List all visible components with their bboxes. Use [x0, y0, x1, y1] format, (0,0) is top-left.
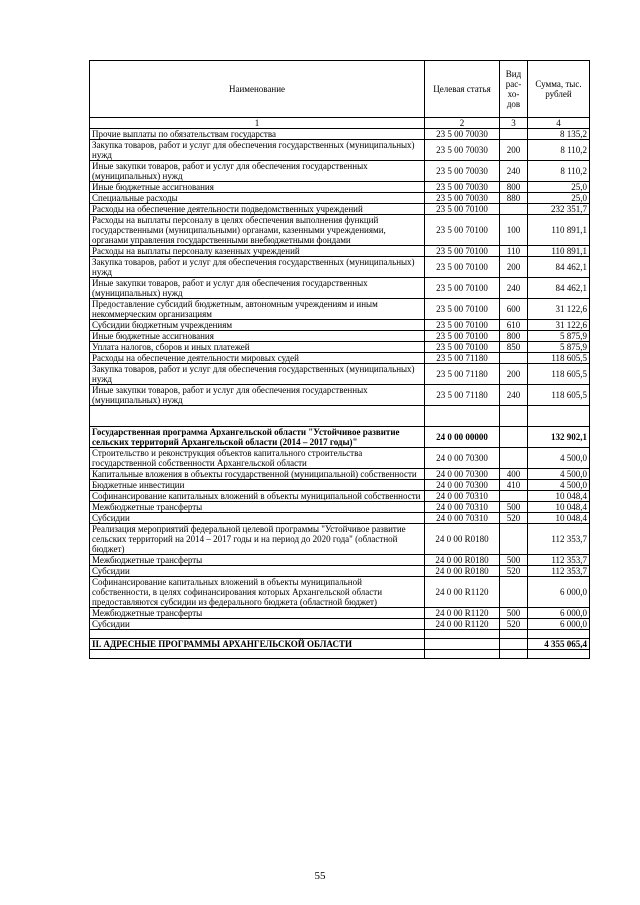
row-code: 23 5 00 70030 [425, 129, 500, 140]
row-code: 24 0 00 70300 [425, 448, 500, 469]
header-name: Наименование [90, 61, 425, 118]
row-code: 23 5 00 71180 [425, 385, 500, 406]
table-row [90, 608, 590, 619]
row-name: Расходы на выплаты персоналу казенных учреждений [90, 246, 425, 257]
col-number-2: 2 [425, 118, 500, 129]
row-sum: 84 462,1 [528, 257, 590, 278]
row-name: Предоставление субсидий бюджетным, автономным учреждениям и иным некоммерческим организациям [90, 299, 425, 320]
spacer-cell [500, 406, 528, 427]
row-name: Субсидии [90, 566, 425, 577]
row-code: 23 5 00 70030 [425, 182, 500, 193]
row-sum: 4 500,0 [528, 480, 590, 491]
row-sum: 118 605,5 [528, 385, 590, 406]
row-name: Закупка товаров, работ и услуг для обеспечения государственных (муниципальных) нужд [90, 364, 425, 385]
row-name: Расходы на обеспечение деятельности мировых судей [90, 353, 425, 364]
table-row [90, 566, 590, 577]
table-row [90, 257, 590, 278]
table-row [90, 129, 590, 140]
row-code: 23 5 00 70030 [425, 161, 500, 182]
spacer-cell [500, 630, 528, 639]
row-sum: 8 135,2 [528, 129, 590, 140]
table-row [90, 448, 590, 469]
table-row [90, 182, 590, 193]
row-vid: 110 [500, 246, 528, 257]
row-code: 24 0 00 70300 [425, 469, 500, 480]
table-row [90, 161, 590, 182]
row-sum: 31 122,6 [528, 299, 590, 320]
header-vid: Вид рас-хо-дов [500, 61, 528, 118]
row-vid: 850 [500, 342, 528, 353]
row-name: Иные закупки товаров, работ и услуг для обеспечения государственных (муниципальных) нужд [90, 161, 425, 182]
row-name: Строительство и реконструкция объектов капитального строительства государственной собственности Архангельской области [90, 448, 425, 469]
row-name: Иные закупки товаров, работ и услуг для обеспечения государственных (муниципальных) нужд [90, 278, 425, 299]
row-code: 23 5 00 70030 [425, 193, 500, 204]
row-vid: 500 [500, 502, 528, 513]
row-vid: 200 [500, 364, 528, 385]
row-name: II. АДРЕСНЫЕ ПРОГРАММЫ АРХАНГЕЛЬСКОЙ ОБЛАСТИ [90, 639, 425, 650]
row-vid: 100 [500, 215, 528, 246]
row-code: 23 5 00 70100 [425, 204, 500, 215]
col-number-3: 3 [500, 118, 528, 129]
row-vid [500, 204, 528, 215]
row-vid: 880 [500, 193, 528, 204]
row-code: 23 5 00 70030 [425, 140, 500, 161]
row-code: 23 5 00 70100 [425, 278, 500, 299]
row-code [425, 639, 500, 650]
row-vid: 610 [500, 320, 528, 331]
row-name: Уплата налогов, сборов и иных платежей [90, 342, 425, 353]
row-vid [500, 524, 528, 555]
row-name: Софинансирование капитальных вложений в объекты муниципальной собственности [90, 491, 425, 502]
row-name: Расходы на обеспечение деятельности подведомственных учреждений [90, 204, 425, 215]
column-number-row [90, 118, 590, 129]
row-vid: 500 [500, 555, 528, 566]
table-row [90, 299, 590, 320]
row-vid: 520 [500, 619, 528, 630]
row-sum: 8 110,2 [528, 140, 590, 161]
row-code: 23 5 00 71180 [425, 353, 500, 364]
row-vid: 240 [500, 385, 528, 406]
row-name: Иные бюджетные ассигнования [90, 182, 425, 193]
table-row [90, 524, 590, 555]
spacer-cell [90, 630, 425, 639]
row-name: Субсидии [90, 513, 425, 524]
row-code: 23 5 00 70100 [425, 342, 500, 353]
table-row [90, 278, 590, 299]
row-vid [500, 448, 528, 469]
row-code: 24 0 00 R0180 [425, 566, 500, 577]
table-row [90, 364, 590, 385]
spacer-cell [90, 650, 425, 659]
table-row [90, 215, 590, 246]
row-sum: 6 000,0 [528, 608, 590, 619]
table-row [90, 555, 590, 566]
row-name: Капитальные вложения в объекты государственной (муниципальной) собственности [90, 469, 425, 480]
row-sum: 8 110,2 [528, 161, 590, 182]
row-name: Закупка товаров, работ и услуг для обеспечения государственных (муниципальных) нужд [90, 257, 425, 278]
row-sum: 4 355 065,4 [528, 639, 590, 650]
row-sum: 25,0 [528, 182, 590, 193]
row-vid [500, 491, 528, 502]
row-name: Бюджетные инвестиции [90, 480, 425, 491]
row-sum: 118 605,5 [528, 364, 590, 385]
row-code: 24 0 00 70310 [425, 502, 500, 513]
row-vid: 240 [500, 278, 528, 299]
row-code: 24 0 00 70310 [425, 491, 500, 502]
table-header-row [90, 61, 590, 118]
row-name: Государственная программа Архангельской области "Устойчивое развитие сельских территорий Архангельской области (2014 – 2017 годы)" [90, 427, 425, 448]
row-sum: 132 902,1 [528, 427, 590, 448]
row-vid: 600 [500, 299, 528, 320]
spacer-cell [425, 650, 500, 659]
table-row [90, 480, 590, 491]
spacer-row [90, 630, 590, 639]
table-row [90, 639, 590, 650]
row-name: Межбюджетные трансферты [90, 555, 425, 566]
row-sum: 84 462,1 [528, 278, 590, 299]
row-sum: 5 875,9 [528, 331, 590, 342]
row-code: 24 0 00 R1120 [425, 619, 500, 630]
row-name: Межбюджетные трансферты [90, 502, 425, 513]
row-sum: 110 891,1 [528, 246, 590, 257]
row-name: Специальные расходы [90, 193, 425, 204]
row-name: Межбюджетные трансферты [90, 608, 425, 619]
header-code: Целевая статья [425, 61, 500, 118]
table-row [90, 331, 590, 342]
table-row [90, 427, 590, 448]
row-sum: 25,0 [528, 193, 590, 204]
row-sum: 112 353,7 [528, 566, 590, 577]
row-sum: 31 122,6 [528, 320, 590, 331]
row-name: Софинансирование капитальных вложений в объекты муниципальной собственности, в целях софинансирования которых Архангельской области предоставляются субсидии из федерального бюджета (областной бюджет) [90, 577, 425, 608]
table-row [90, 353, 590, 364]
table-row [90, 320, 590, 331]
row-vid: 240 [500, 161, 528, 182]
row-sum: 112 353,7 [528, 524, 590, 555]
row-name: Расходы на выплаты персоналу в целях обеспечения выполнения функций государственными (муниципальными) органами, казенными учреждениями, органами управления государственными внебюджетными фондами [90, 215, 425, 246]
row-vid: 200 [500, 140, 528, 161]
table-row [90, 469, 590, 480]
table-row [90, 342, 590, 353]
row-code: 23 5 00 71180 [425, 364, 500, 385]
row-vid: 800 [500, 331, 528, 342]
row-code: 24 0 00 R1120 [425, 608, 500, 619]
row-name: Субсидии бюджетным учреждениям [90, 320, 425, 331]
row-vid: 500 [500, 608, 528, 619]
col-number-4: 4 [528, 118, 590, 129]
table-row [90, 577, 590, 608]
col-number-1: 1 [90, 118, 425, 129]
table-row [90, 204, 590, 215]
row-code: 23 5 00 70100 [425, 215, 500, 246]
spacer-row [90, 650, 590, 659]
row-name: Субсидии [90, 619, 425, 630]
row-sum: 4 500,0 [528, 469, 590, 480]
page-number: 55 [314, 870, 326, 882]
table-row [90, 140, 590, 161]
row-sum: 5 875,9 [528, 342, 590, 353]
row-sum: 110 891,1 [528, 215, 590, 246]
row-vid: 520 [500, 513, 528, 524]
row-code: 23 5 00 70100 [425, 331, 500, 342]
row-code: 23 5 00 70100 [425, 299, 500, 320]
spacer-cell [528, 630, 590, 639]
row-name: Иные бюджетные ассигнования [90, 331, 425, 342]
row-sum: 118 605,5 [528, 353, 590, 364]
row-sum: 232 351,7 [528, 204, 590, 215]
row-vid [500, 577, 528, 608]
spacer-cell [90, 406, 425, 427]
row-name: Иные закупки товаров, работ и услуг для обеспечения государственных (муниципальных) нужд [90, 385, 425, 406]
spacer-cell [528, 650, 590, 659]
budget-table [89, 60, 590, 659]
row-code: 24 0 00 R1120 [425, 577, 500, 608]
table-row [90, 502, 590, 513]
row-name: Прочие выплаты по обязательствам государства [90, 129, 425, 140]
row-vid: 400 [500, 469, 528, 480]
row-vid: 800 [500, 182, 528, 193]
row-code: 24 0 00 R0180 [425, 524, 500, 555]
table-row [90, 619, 590, 630]
row-vid [500, 427, 528, 448]
table-row [90, 491, 590, 502]
row-vid [500, 129, 528, 140]
row-vid: 520 [500, 566, 528, 577]
row-sum: 4 500,0 [528, 448, 590, 469]
row-vid: 200 [500, 257, 528, 278]
row-vid [500, 639, 528, 650]
header-sum: Сумма, тыс. рублей [528, 61, 590, 118]
table-row [90, 513, 590, 524]
row-sum: 10 048,4 [528, 502, 590, 513]
row-code: 24 0 00 70300 [425, 480, 500, 491]
spacer-row [90, 406, 590, 427]
row-code: 24 0 00 70310 [425, 513, 500, 524]
row-vid: 410 [500, 480, 528, 491]
table-row [90, 385, 590, 406]
row-sum: 10 048,4 [528, 491, 590, 502]
spacer-cell [425, 630, 500, 639]
row-code: 23 5 00 70100 [425, 320, 500, 331]
row-code: 23 5 00 70100 [425, 257, 500, 278]
spacer-cell [528, 406, 590, 427]
row-code: 23 5 00 70100 [425, 246, 500, 257]
row-name: Реализация мероприятий федеральной целевой программы "Устойчивое развитие сельских территорий на 2014 – 2017 годы и на период до 2020 года" (областной бюджет) [90, 524, 425, 555]
table-row [90, 193, 590, 204]
row-vid [500, 353, 528, 364]
row-sum: 6 000,0 [528, 619, 590, 630]
row-name: Закупка товаров, работ и услуг для обеспечения государственных (муниципальных) нужд [90, 140, 425, 161]
row-code: 24 0 00 R0180 [425, 555, 500, 566]
row-sum: 6 000,0 [528, 577, 590, 608]
row-code: 24 0 00 00000 [425, 427, 500, 448]
table-row [90, 246, 590, 257]
spacer-cell [500, 650, 528, 659]
row-sum: 112 353,7 [528, 555, 590, 566]
row-sum: 10 048,4 [528, 513, 590, 524]
spacer-cell [425, 406, 500, 427]
